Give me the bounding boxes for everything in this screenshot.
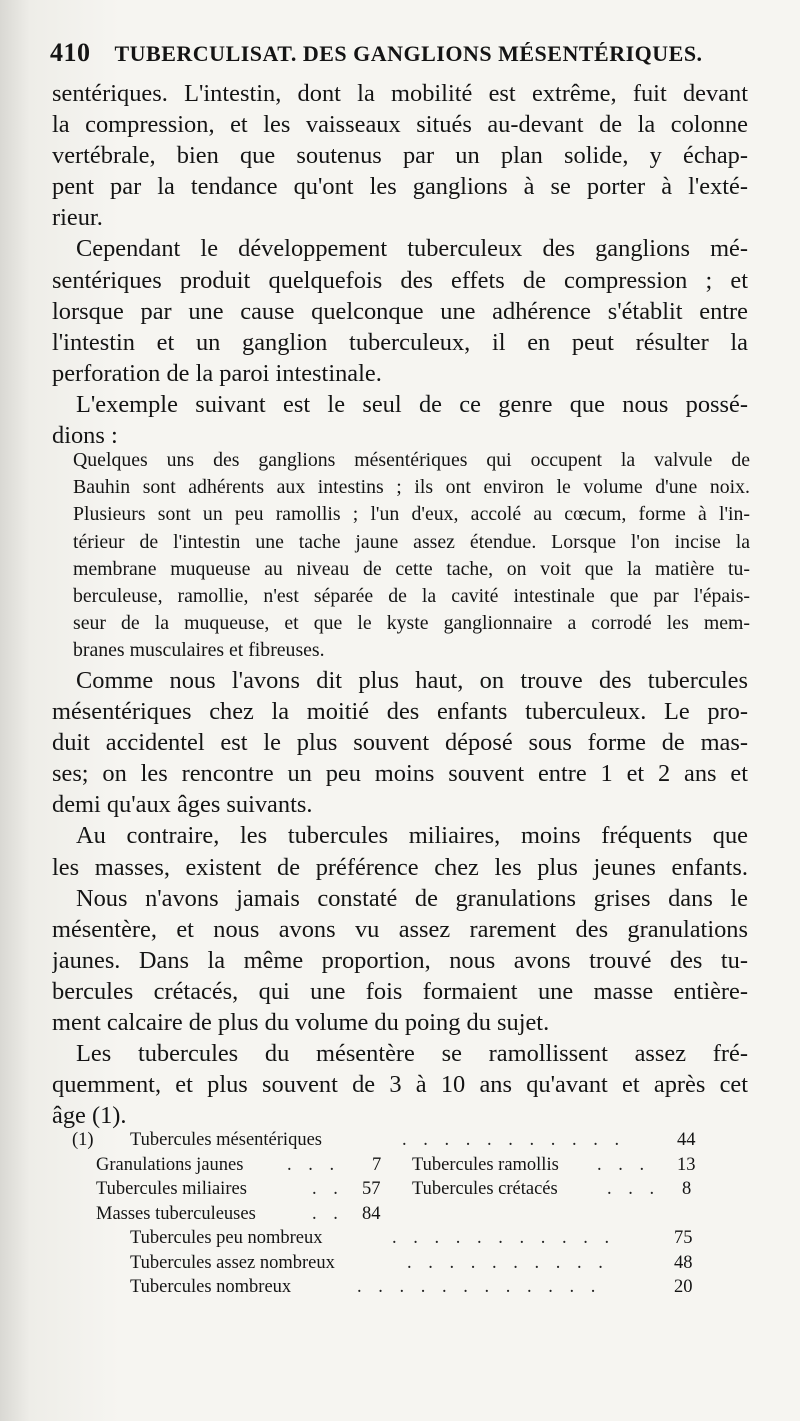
text-line: l'intestin et un ganglion tuberculeux, il en peut résulter la [52,328,748,356]
text-line: vertébrale, bien que soutenus par un plan solide, y échap- [52,142,748,170]
text-line: Cependant le développement tuberculeux des ganglions mé- [76,235,748,263]
text-line: dions : [52,422,118,450]
footnote-value: 48 [674,1252,693,1273]
text-line: jaunes. Dans la même proportion, nous avons trouvé des tu- [52,946,748,974]
leader-dots: . . [312,1179,344,1199]
observation-line: membrane muqueuse au niveau de cette tache, on voit que la matière tu- [73,557,750,580]
text-line: âge (1). [52,1102,127,1130]
footnote-label: Granulations jaunes [96,1154,244,1175]
leader-dots: . . . . . . . . . . . [402,1130,626,1150]
observation-line: berculeuse, ramollie, n'est séparée de la cavité intestinale que par l'épais- [73,584,750,607]
text-line: Nous n'avons jamais constaté de granulations grises dans le [76,884,748,912]
text-line: mésentère, et nous avons vu assez rarement des granulations [52,915,748,943]
text-line: les masses, existent de préférence chez les plus jeunes enfants. [52,853,748,881]
footnote-label: Tubercules ramollis [412,1154,559,1175]
text-line: demi qu'aux âges suivants. [52,791,313,819]
footnote-total: 44 [677,1130,696,1150]
footnote-title: Tubercules mésentériques [130,1130,322,1150]
footnote-row [72,1177,712,1202]
footnote-value: 7 [372,1154,382,1175]
footnote [72,1128,712,1300]
text-line: bercules crétacés, qui une fois formaient une masse entière- [52,977,748,1005]
body-text-bottom [52,665,748,1131]
footnote-value: 57 [362,1179,381,1199]
footnote-row [72,1226,712,1251]
text-line: la compression, et les vaisseaux situés au-devant de la colonne [52,111,748,139]
leader-dots: . . . [287,1154,341,1175]
leader-dots: . . . [607,1179,661,1199]
leader-dots: . . . . . . . . . . [407,1252,609,1273]
footnote-label: Tubercules miliaires [96,1179,247,1199]
text-line: lorsque par une cause quelconque une adhérence s'établit entre [52,297,748,325]
text-line: mésentériques chez la moitié des enfants tuberculeux. Le pro- [52,698,748,726]
footnote-row [72,1275,712,1300]
footnote-title-row [72,1128,712,1153]
leader-dots: . . [312,1203,344,1224]
footnote-label: Tubercules crétacés [412,1179,558,1199]
observation-line: branes musculaires et fibreuses. [73,639,325,662]
footnote-value: 84 [362,1203,381,1224]
text-line: ses; on les rencontre un peu moins souvent entre 1 et 2 ans et [52,760,748,788]
footnote-value: 13 [677,1154,696,1175]
page-header [50,38,760,74]
observation-line: Bauhin sont adhérents aux intestins ; ils ont environ le volume d'une noix. [73,476,750,499]
text-line: sentériques. L'intestin, dont la mobilité est extrême, fuit devant [52,80,748,107]
footnote-label: Masses tuberculeuses [96,1203,256,1224]
leader-dots: . . . . . . . . . . . . [357,1277,602,1297]
footnote-row [72,1202,712,1227]
footnote-value: 75 [674,1228,693,1248]
text-line: L'exemple suivant est le seul de ce genre que nous possé- [76,390,748,418]
footnote-value: 20 [674,1277,693,1297]
footnote-marker: (1) [72,1130,94,1150]
text-line: quemment, et plus souvent de 3 à 10 ans qu'avant et après cet [52,1071,748,1099]
observation-block [73,447,750,665]
text-line: pent par la tendance qu'ont les ganglions à se porter à l'exté- [52,173,748,201]
observation-line: térieur de l'intestin une tache jaune assez étendue. Lorsque l'on incise la [73,530,750,553]
footnote-value: 8 [682,1179,692,1199]
text-line: Comme nous l'avons dit plus haut, on trouve des tubercules [76,667,748,694]
leader-dots: . . . [597,1154,651,1175]
observation-line: Quelques uns des ganglions mésentériques qui occupent la valvule de [73,449,750,471]
text-line: duit accidentel est le plus souvent déposé sous forme de mas- [52,729,748,757]
text-line: rieur. [52,204,103,232]
text-line: perforation de la paroi intestinale. [52,359,382,387]
leader-dots: . . . . . . . . . . . [392,1228,616,1248]
running-title: TUBERCULISAT. DES GANGLIONS MÉSENTÉRIQUES. [114,41,703,66]
observation-line: seur de la muqueuse, et que le kyste ganglionnaire a corrodé les mem- [73,612,750,635]
text-line: Les tubercules du mésentère se ramollissent assez fré- [76,1040,748,1068]
body-text-top [52,78,748,451]
text-line: ment calcaire de plus du volume du poing du sujet. [52,1009,550,1037]
footnote-label: Tubercules nombreux [130,1277,292,1297]
footnote-row [72,1153,712,1178]
footnote-row [72,1251,712,1276]
page-number: 410 [50,38,91,67]
footnote-label: Tubercules assez nombreux [130,1252,335,1273]
text-line: Au contraire, les tubercules miliaires, moins fréquents que [76,822,748,850]
observation-line: Plusieurs sont un peu ramollis ; l'un d'eux, accolé au cœcum, forme à l'in- [73,503,750,526]
footnote-label: Tubercules peu nombreux [130,1228,323,1248]
text-line: sentériques produit quelquefois des effets de compression ; et [52,266,748,294]
